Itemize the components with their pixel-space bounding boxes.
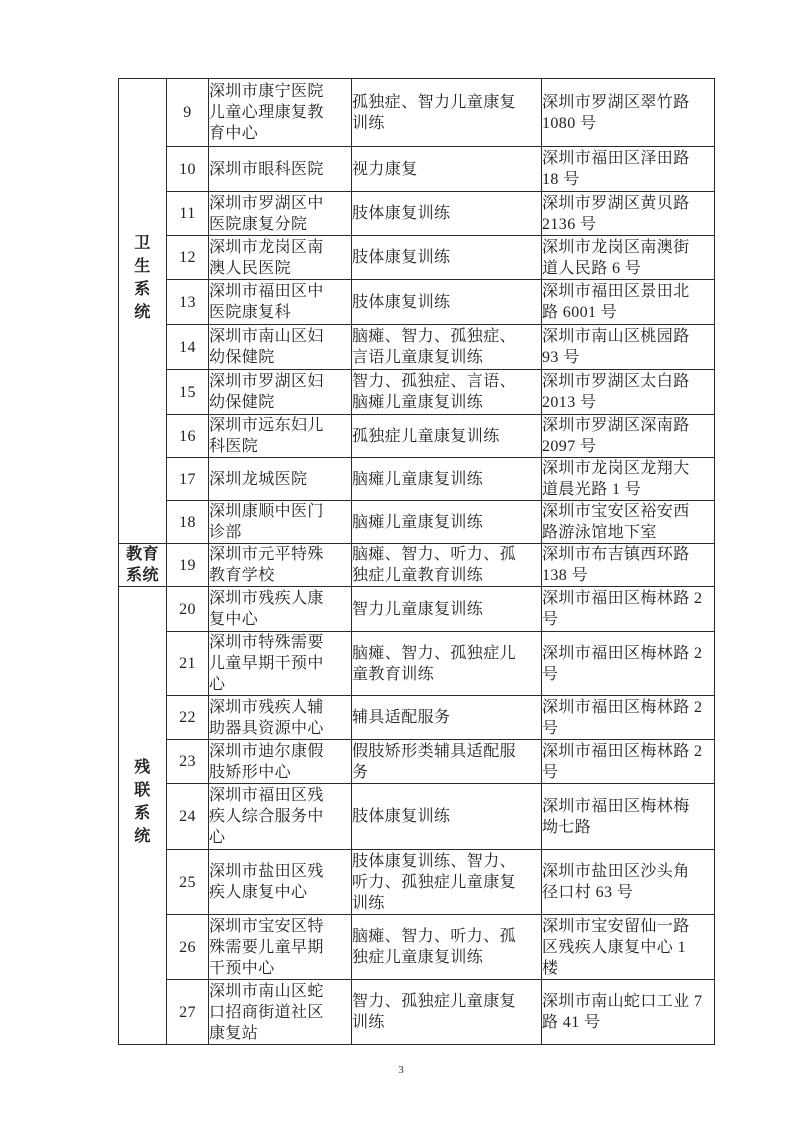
row-number: 23 (167, 740, 209, 784)
table-row (119, 740, 715, 784)
service-content: 脑瘫、智力、听力、孤 独症儿童康复训练 (352, 915, 542, 980)
table-row (119, 632, 715, 696)
institution-name: 深圳市南山区蛇 口招商街道社区 康复站 (209, 980, 352, 1045)
institution-address: 深圳市福田区梅林路 2 号 (542, 740, 715, 784)
institution-address: 深圳市龙岗区南澳街 道人民路 6 号 (542, 236, 715, 280)
table-row (119, 544, 715, 587)
rehabilitation-institution-table (118, 78, 715, 1045)
service-content: 肢体康复训练 (352, 192, 542, 236)
service-content: 肢体康复训练 (352, 784, 542, 850)
table-row (119, 370, 715, 415)
institution-address: 深圳市布吉镇西环路 138 号 (542, 544, 715, 587)
category-education-system (119, 544, 167, 587)
table-row (119, 147, 715, 192)
service-content: 智力、孤独症、言语、 脑瘫儿童康复训练 (352, 370, 542, 415)
table-row (119, 587, 715, 632)
service-content: 脑瘫、智力、孤独症、 言语儿童康复训练 (352, 325, 542, 370)
institution-address: 深圳市福田区景田北 路 6001 号 (542, 280, 715, 325)
institution-name: 深圳市盐田区残 疾人康复中心 (209, 850, 352, 915)
service-content: 智力儿童康复训练 (352, 587, 542, 632)
row-number: 19 (167, 544, 209, 587)
table-row (119, 415, 715, 458)
row-number: 14 (167, 325, 209, 370)
row-number: 11 (167, 192, 209, 236)
page-number: 3 (398, 1064, 404, 1076)
table-row (119, 980, 715, 1045)
table-row (119, 784, 715, 850)
institution-address: 深圳市宝安留仙一路 区残疾人康复中心 1 楼 (542, 915, 715, 980)
row-number: 24 (167, 784, 209, 850)
row-number: 27 (167, 980, 209, 1045)
service-content: 脑瘫、智力、听力、孤 独症儿童教育训练 (352, 544, 542, 587)
row-number: 12 (167, 236, 209, 280)
institution-name: 深圳市罗湖区中 医院康复分院 (209, 192, 352, 236)
row-number: 25 (167, 850, 209, 915)
institution-address: 深圳市福田区梅林路 2 号 (542, 587, 715, 632)
service-content: 脑瘫儿童康复训练 (352, 501, 542, 544)
institution-name: 深圳市南山区妇 幼保健院 (209, 325, 352, 370)
row-number: 17 (167, 458, 209, 501)
service-content: 肢体康复训练 (352, 280, 542, 325)
institution-address: 深圳市罗湖区翠竹路 1080 号 (542, 79, 715, 147)
institution-name: 深圳龙城医院 (209, 458, 352, 501)
institution-address: 深圳市龙岗区龙翔大 道晨光路 1 号 (542, 458, 715, 501)
category-disabled-federation-system (119, 587, 167, 1045)
service-content: 脑瘫、智力、孤独症儿 童教育训练 (352, 632, 542, 696)
institution-address: 深圳市盐田区沙头角 径口村 63 号 (542, 850, 715, 915)
category-health-system (119, 79, 167, 544)
row-number: 26 (167, 915, 209, 980)
table-row (119, 192, 715, 236)
service-content: 孤独症、智力儿童康复 训练 (352, 79, 542, 147)
category-label: 教育系统 (126, 546, 159, 584)
row-number: 13 (167, 280, 209, 325)
institution-address: 深圳市宝安区裕安西 路游泳馆地下室 (542, 501, 715, 544)
institution-name: 深圳市特殊需要 儿童早期干预中 心 (209, 632, 352, 696)
institution-name: 深圳市罗湖区妇 幼保健院 (209, 370, 352, 415)
institution-address: 深圳市福田区梅林路 2 号 (542, 696, 715, 740)
service-content: 假肢矫形类辅具适配服 务 (352, 740, 542, 784)
institution-name: 深圳市残疾人辅 助器具资源中心 (209, 696, 352, 740)
table-row (119, 501, 715, 544)
table-row (119, 850, 715, 915)
institution-address: 深圳市南山区桃园路 93 号 (542, 325, 715, 370)
service-content: 辅具适配服务 (352, 696, 542, 740)
service-content: 脑瘫儿童康复训练 (352, 458, 542, 501)
institution-name: 深圳康顺中医门 诊部 (209, 501, 352, 544)
row-number: 15 (167, 370, 209, 415)
row-number: 20 (167, 587, 209, 632)
institution-name: 深圳市远东妇儿 科医院 (209, 415, 352, 458)
institution-name: 深圳市眼科医院 (209, 147, 352, 192)
institution-address: 深圳市福田区泽田路 18 号 (542, 147, 715, 192)
row-number: 16 (167, 415, 209, 458)
table-row (119, 915, 715, 980)
institution-name: 深圳市残疾人康 复中心 (209, 587, 352, 632)
institution-address: 深圳市福田区梅林梅 坳七路 (542, 784, 715, 850)
row-number: 9 (167, 79, 209, 147)
institution-name: 深圳市福田区残 疾人综合服务中 心 (209, 784, 352, 850)
service-content: 视力康复 (352, 147, 542, 192)
institution-name: 深圳市迪尔康假 肢矫形中心 (209, 740, 352, 784)
table-row (119, 236, 715, 280)
institution-address: 深圳市罗湖区太白路 2013 号 (542, 370, 715, 415)
row-number: 10 (167, 147, 209, 192)
service-content: 智力、孤独症儿童康复 训练 (352, 980, 542, 1045)
table-row (119, 325, 715, 370)
institution-address: 深圳市罗湖区黄贝路 2136 号 (542, 192, 715, 236)
table-row (119, 458, 715, 501)
institution-name: 深圳市福田区中 医院康复科 (209, 280, 352, 325)
institution-name: 深圳市康宁医院 儿童心理康复教 育中心 (209, 79, 352, 147)
table-row (119, 280, 715, 325)
table-row (119, 79, 715, 147)
row-number: 18 (167, 501, 209, 544)
category-label: 卫生系统 (134, 235, 151, 321)
institution-address: 深圳市福田区梅林路 2 号 (542, 632, 715, 696)
service-content: 肢体康复训练、智力、 听力、孤独症儿童康复 训练 (352, 850, 542, 915)
row-number: 22 (167, 696, 209, 740)
institution-address: 深圳市南山蛇口工业 7 路 41 号 (542, 980, 715, 1045)
row-number: 21 (167, 632, 209, 696)
category-label: 残联系统 (134, 758, 151, 845)
institution-address: 深圳市罗湖区深南路 2097 号 (542, 415, 715, 458)
institution-name: 深圳市元平特殊 教育学校 (209, 544, 352, 587)
institution-name: 深圳市龙岗区南 澳人民医院 (209, 236, 352, 280)
service-content: 孤独症儿童康复训练 (352, 415, 542, 458)
table-row (119, 696, 715, 740)
service-content: 肢体康复训练 (352, 236, 542, 280)
institution-name: 深圳市宝安区特 殊需要儿童早期 干预中心 (209, 915, 352, 980)
